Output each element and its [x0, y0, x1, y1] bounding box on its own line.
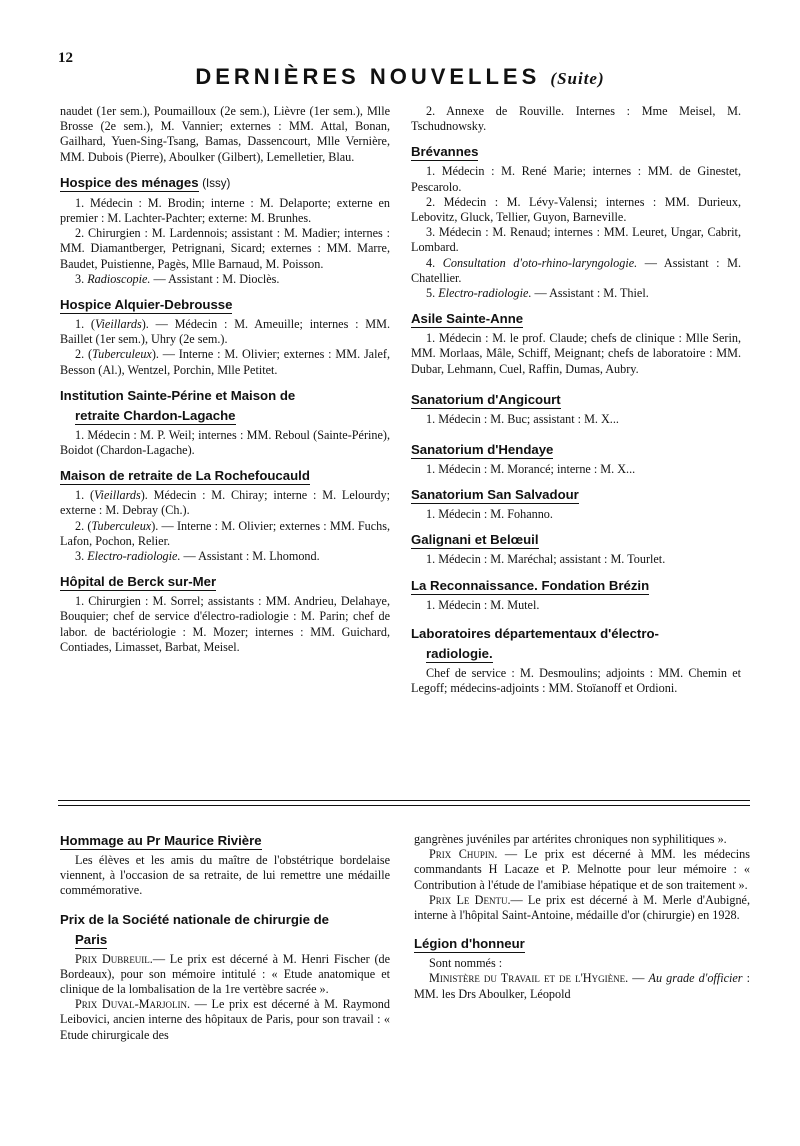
section-heading: La Reconnaissance. Fondation Brézin — [411, 577, 650, 593]
section-heading: Hommage au Pr Maurice Rivière — [60, 833, 262, 848]
section-heading: Sanatorium San Salvadour — [411, 487, 579, 503]
section-heading: Hospice Alquier-Debrousse — [60, 297, 233, 313]
paragraph: 1. Médecin : M. Mutel. — [426, 597, 540, 612]
paragraph: Prix Duval-Marjolin. — Le prix est décerné à M. Raymond Leibovici, ancien interne des hôpitaux de Paris, pour son travail : « Etude chirurgicale des — [60, 997, 390, 1042]
section-heading: Asile Sainte-Anne — [411, 311, 524, 327]
paragraph: naudet (1er sem.), Poumailloux (2e sem.), Lièvre (1er sem.), Mlle Brosse (2e sem.), M. Vannier; externes : MM. Attal, Bonan, Gailhard, Yuen-Sing-Tsang, Bamas, Dassencourt, Mlle Vernière, MM. Dubois (Pierre), Aboulker (Gilbert), Lemelletier, Blau. — [60, 104, 390, 164]
section-heading: Sanatorium d'Hendaye — [411, 442, 554, 458]
paragraph: 2. Annexe de Rouville. Internes : Mme Meisel, M. Tschudnowsky. — [411, 104, 741, 134]
page-number: 12 — [58, 50, 73, 66]
paragraph: 1. (Vieillards). Médecin : M. Chiray; interne : M. Lelourdy; externe : M. Debray (Ch.). — [60, 488, 390, 518]
paragraph: 1. Médecin : M. P. Weil; internes : MM. Reboul (Sainte-Périne), Boidot (Chardon-Lagache). — [60, 427, 390, 458]
paragraph: 1. Médecin : M. Maréchal; assistant : M. Tourlet. — [426, 552, 666, 567]
paragraph: 2. (Tuberculeux). — Interne : M. Olivier; externes : MM. Jalef, Besson (Al.), Wentzel, Porchin, Mlle Petitet. — [60, 347, 390, 377]
paragraph: Les élèves et les amis du maître de l'obstétrique bordelaise viennent, à l'occasion de sa retraite, de lui remettre une médaille commémorative. — [60, 853, 390, 898]
section-heading: Brévannes — [411, 144, 479, 160]
page-title — [0, 64, 800, 90]
paragraph: 2. Médecin : M. Lévy-Valensi; internes : MM. Durieux, Lebovitz, Gluck, Tellier, Guyon, Barneville. — [411, 194, 741, 225]
paragraph: 1. (Vieillards). — Médecin : M. Ameuille; internes : MM. Baillet (1er sem.), Uhry (2e sem.). — [60, 317, 391, 347]
paragraph: 4. Consultation d'oto-rhino-laryngologie. — Assistant : M. Chatellier. — [411, 255, 742, 285]
paragraph: 1. Médecin : M. Brodin; interne : M. Delaporte; externe en premier : M. Lachter-Pachter; externe: M. Brunhes. — [60, 195, 390, 226]
paragraph: 1. Médecin : M. Morancé; interne : M. X... — [426, 462, 636, 477]
paragraph: 1. Chirurgien : M. Sorrel; assistants : MM. Andrieu, Delahaye, Bouquier; chef de service d'électro-radiologie : M. Parin; chef de labor. de bactériologie : M. Mozer; internes : MM. Guichard, Contiades, Limasset, Barbat, Meisel. — [60, 594, 390, 654]
section-heading: Institution Sainte-Périne et Maison de retraite Chardon-Lagache — [60, 387, 296, 423]
section-heading: Hôpital de Berck sur-Mer — [60, 574, 217, 590]
paragraph: 3. Electro-radiologie. — Assistant : M. Lhomond. — [75, 549, 320, 564]
paragraph: 2. Chirurgien : M. Lardennois; assistant : M. Madier; internes : MM. Diamantberger, Petrignani, Sicard; externes : MM. Marre, Baudet, Puistienne, Pagès, Mlle Barnaud, M. Poisson. — [60, 226, 390, 271]
paragraph: Prix Le Dentu.— Le prix est décerné à M. Merle d'Aubigné, interne à l'hôpital Saint-Antoine, médaille d'or (chirurgie) en 1928. — [414, 892, 750, 923]
title-text: DERNIÈRES NOUVELLES — [195, 64, 541, 89]
paragraph: 5. Electro-radiologie. — Assistant : M. Thiel. — [426, 286, 649, 301]
column-left-bottom — [60, 832, 390, 1043]
column-right-bottom — [414, 832, 750, 1002]
section-heading: Laboratoires départementaux d'électro- radiologie. — [411, 625, 659, 661]
paragraph: Sont nommés : — [429, 956, 503, 971]
paragraph: 1. Médecin : M. Fohanno. — [426, 507, 553, 522]
paragraph: 3. Médecin : M. Renaud; internes : MM. Leuret, Ungar, Cabrit, Lombard. — [411, 225, 741, 255]
paragraph: Prix Chupin. — Le prix est décerné à MM. les médecins commandants H Lacaze et P. Melnotte pour leur mémoire : « Contribution à l'étude de l'amibiase hépatique et de son traitement ». — [414, 847, 750, 892]
separator-line — [58, 805, 750, 806]
section-heading: Galignani et Belœuil — [411, 532, 539, 548]
separator-line — [58, 800, 750, 801]
section-heading: Maison de retraite de La Rochefoucauld — [60, 468, 310, 484]
paragraph: Ministère du Travail et de l'Hygiène. — Au grade d'officier : MM. les Drs Aboulker, Léopold — [414, 971, 750, 1001]
paragraph: 2. (Tuberculeux). — Interne : M. Olivier; externes : MM. Fuchs, Lafon, Pochon, Relier. — [60, 518, 390, 548]
paragraph: 1. Médecin : M. le prof. Claude; chefs de clinique : Mlle Serin, MM. Morlaas, Mâle, Schiff, Meignant; chefs de laboratoire : MM. Dubar, Lehmann, Cuel, Raffin, Dumas, Aubry. — [411, 331, 741, 376]
paragraph: 1. Médecin : M. Buc; assistant : M. X... — [426, 411, 619, 426]
paragraph: Prix Dubreuil.— Le prix est décerné à M. Henri Fischer (de Bordeaux), pour son mémoire intitulé : « Etude anatomique et clinique de la lombalisation de la 1re vertèbre sacrée ». — [60, 951, 391, 997]
paragraph: Chef de service : M. Desmoulins; adjoints : MM. Chemin et Legoff; médecins-adjoints : MM. Stoïanoff et Ordioni. — [411, 665, 741, 696]
paragraph: 1. Médecin : M. René Marie; internes : MM. de Ginestet, Pescarolo. — [411, 164, 741, 194]
column-right-top — [411, 104, 741, 696]
paragraph: gangrènes juvéniles par artérites chroniques non syphilitiques ». — [414, 832, 727, 846]
section-heading: Légion d'honneur — [414, 936, 525, 952]
section-heading: Hospice des ménages (Issy) — [60, 174, 231, 190]
section-heading: Prix de la Société nationale de chirurgie de Paris — [60, 911, 329, 947]
section-heading: Sanatorium d'Angicourt — [411, 391, 561, 407]
title-suite: (Suite) — [550, 69, 605, 88]
paragraph: 3. Radioscopie. — Assistant : M. Dioclès. — [75, 271, 280, 286]
column-left-top — [60, 104, 390, 655]
